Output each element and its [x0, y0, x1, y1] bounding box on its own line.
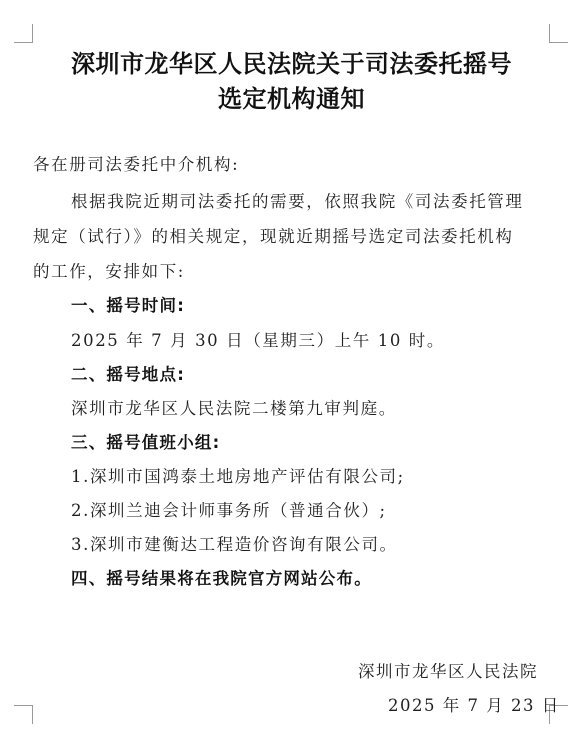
- section-team-heading: 三、摇号值班小组:: [71, 433, 221, 452]
- intro-line-2: 规定（试行）》的相关规定，现就近期摇号选定司法委托机构: [33, 227, 514, 246]
- crop-mark-top-left: [14, 24, 33, 43]
- signature-court: 深圳市龙华区人民法院: [358, 662, 538, 681]
- document-title-line-1: 深圳市龙华区人民法院关于司法委托摇号: [71, 50, 512, 78]
- intro-line-3: 的工作，安排如下:: [33, 262, 185, 281]
- section-place-text: 深圳市龙华区人民法院二楼第九审判庭。: [71, 399, 397, 418]
- section-time-text: 2025 年 7 月 30 日（星期三）上午 10 时。: [71, 331, 445, 350]
- document-title-line-2: 选定机构通知: [218, 85, 365, 113]
- crop-mark-bottom-left: [14, 705, 33, 724]
- section-place-heading: 二、摇号地点:: [71, 365, 185, 384]
- salutation: 各在册司法委托中介机构:: [33, 155, 240, 174]
- crop-mark-top-right: [549, 24, 568, 43]
- signature-date: 2025 年 7 月 23 日: [388, 696, 560, 715]
- team-item-2: 2.深圳兰迪会计师事务所（普通合伙）;: [71, 501, 387, 520]
- section-time-heading: 一、摇号时间:: [71, 296, 185, 315]
- team-item-3: 3.深圳市建衡达工程造价咨询有限公司。: [71, 535, 398, 554]
- intro-line-1: 根据我院近期司法委托的需要，依照我院《司法委托管理: [71, 192, 524, 211]
- section-result-heading: 四、摇号结果将在我院官方网站公布。: [71, 569, 372, 588]
- team-item-1: 1.深圳市国鸿泰土地房地产评估有限公司;: [71, 467, 405, 486]
